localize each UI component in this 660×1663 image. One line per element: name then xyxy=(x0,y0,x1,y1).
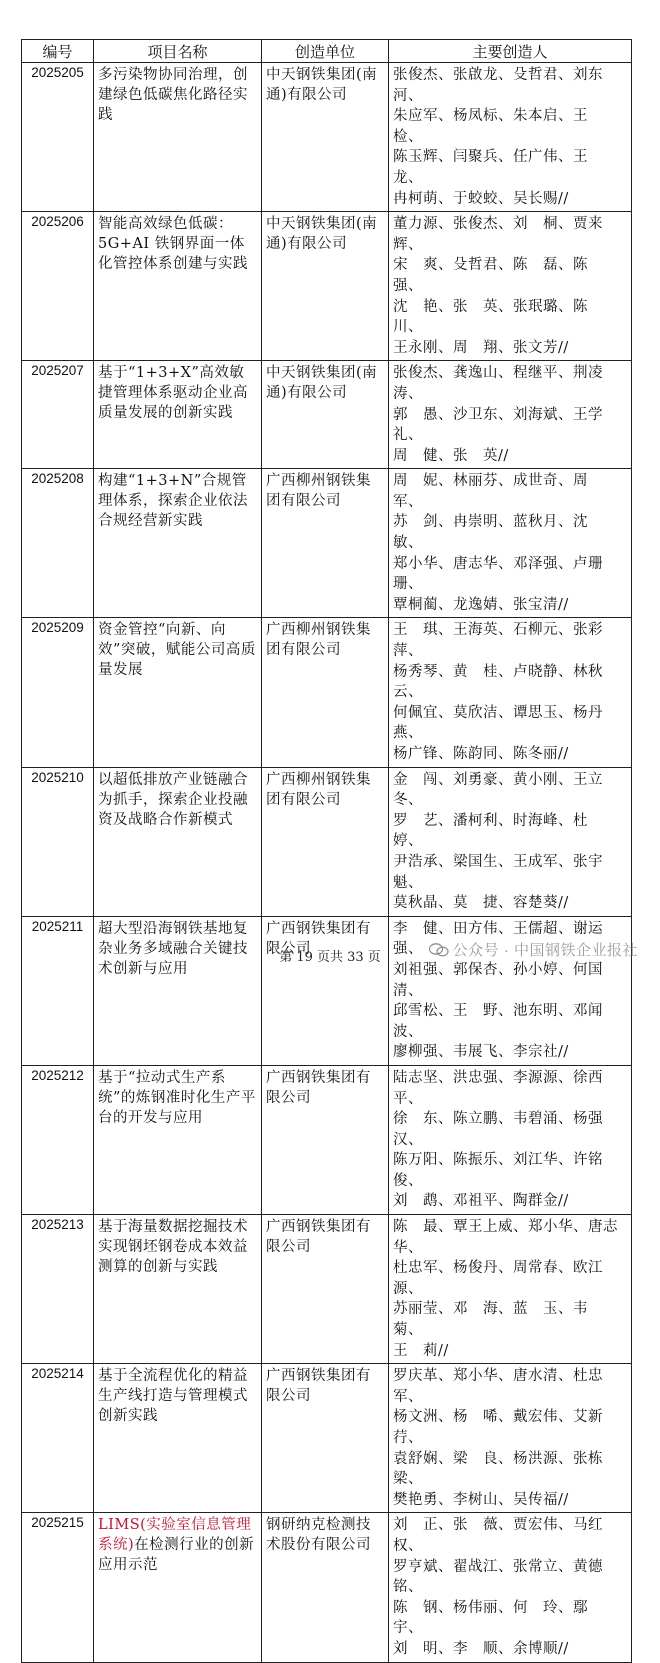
project-title-highlight: LIMS(实验室信息管理系统) xyxy=(98,1517,252,1554)
creator-line: 罗亨斌、翟战江、张常立、黄德铭、 xyxy=(393,1558,603,1596)
organization: 广西钢铁集团有限公司 xyxy=(262,916,389,1065)
organization: 广西柳州钢铁集团有限公司 xyxy=(262,767,389,916)
creator-line: 莫秋晶、莫 捷、容楚葵// xyxy=(393,895,569,912)
table-row xyxy=(22,1513,632,1662)
creator-line: 冉柯萌、于蛟蛟、吴长赐// xyxy=(393,190,569,207)
creators xyxy=(389,469,632,618)
creator-line: 金 闯、刘勇豪、黄小刚、王立冬、 xyxy=(393,771,603,809)
creator-line: 陈 最、覃王上威、郑小华、唐志华、 xyxy=(393,1219,618,1256)
creator-line: 杜忠军、杨俊丹、周常春、欧江源、 xyxy=(393,1260,603,1297)
project-title: 基于海量数据挖掘技术实现钢坯钢卷成本效益测算的创新与实践 xyxy=(94,1215,262,1364)
creator-line: 苏 剑、冉崇明、蓝秋月、沈 敏、 xyxy=(393,514,603,552)
creator-line: 杨文洲、杨 唏、戴宏伟、艾新荇、 xyxy=(393,1409,603,1446)
creators xyxy=(389,1215,632,1364)
project-title: 智能高效绿色低碳：5G+AI 铁钢界面一体化管控体系创建与实践 xyxy=(94,212,262,361)
creators xyxy=(389,618,632,767)
creators xyxy=(389,767,632,916)
creator-line: 宋 爽、殳哲君、陈 磊、陈 强、 xyxy=(393,257,603,294)
creator-line: 樊艳勇、李树山、吴传福// xyxy=(393,1491,569,1508)
project-id: 2025207 xyxy=(22,361,94,469)
organization: 中天钢铁集团(南通)有限公司 xyxy=(262,361,389,469)
project-title: 资金管控“向新、向效”突破，赋能公司高质量发展 xyxy=(94,618,262,767)
table-row xyxy=(22,1065,632,1214)
table-row xyxy=(22,618,632,767)
creator-line: 袁舒娴、梁 良、杨洪源、张栋梁、 xyxy=(393,1450,603,1488)
creator-line: 周 妮、林丽芬、成世奇、周 军、 xyxy=(393,473,603,510)
creator-line: 刘 正、张 薇、贾宏伟、马红权、 xyxy=(393,1517,603,1554)
creators xyxy=(389,361,632,469)
table-row xyxy=(22,767,632,916)
creator-line: 刘 明、李 顺、余博顺// xyxy=(393,1640,569,1657)
creators xyxy=(389,1364,632,1513)
table-row xyxy=(22,1364,632,1513)
table-row xyxy=(22,469,632,618)
project-title: 基于“拉动式生产系统”的炼钢准时化生产平台的开发与应用 xyxy=(94,1065,262,1214)
creator-line: 周 健、张 英// xyxy=(393,447,509,464)
project-id: 2025208 xyxy=(22,469,94,618)
organization: 钢研纳克检测技术股份有限公司 xyxy=(262,1513,389,1662)
creator-line: 郭 愚、沙卫东、刘海斌、王学礼、 xyxy=(393,406,603,444)
header-organization: 创造单位 xyxy=(262,40,389,63)
creator-line: 苏丽莹、邓 海、蓝 玉、韦 菊、 xyxy=(393,1301,603,1339)
creator-line: 王 莉// xyxy=(393,1342,449,1359)
creator-line: 杨广锋、陈韵同、陈冬丽// xyxy=(393,746,569,762)
creator-line: 李 健、田方伟、王儒超、谢运强、 xyxy=(393,920,603,958)
table-row xyxy=(22,212,632,361)
organization: 广西钢铁集团有限公司 xyxy=(262,1364,389,1513)
project-title: 基于全流程优化的精益生产线打造与管理模式创新实践 xyxy=(94,1364,262,1513)
creator-line: 张俊杰、龚逸山、程继平、荆凌涛、 xyxy=(393,365,603,402)
project-id: 2025213 xyxy=(22,1215,94,1364)
watermark-text: 公众号 · 中国钢铁企业报社 xyxy=(452,942,638,959)
creator-line: 陈万阳、陈振乐、刘江华、许铭俊、 xyxy=(393,1152,603,1189)
creator-line: 何佩宜、莫欣洁、谭思玉、杨丹燕、 xyxy=(393,704,603,742)
creator-line: 罗 艺、潘柯利、时海峰、杜 婷、 xyxy=(393,812,603,850)
creator-line: 陆志坚、洪忠强、李源源、徐西平、 xyxy=(393,1069,603,1107)
project-id: 2025215 xyxy=(22,1513,94,1662)
project-id: 2025214 xyxy=(22,1364,94,1513)
watermark xyxy=(429,939,638,960)
creator-line: 刘 鹉、邓祖平、陶群金// xyxy=(393,1193,569,1210)
project-id: 2025209 xyxy=(22,618,94,767)
creator-line: 郑小华、唐志华、邓泽强、卢珊珊、 xyxy=(393,555,603,593)
header-id: 编号 xyxy=(22,40,94,63)
table-row xyxy=(22,361,632,469)
creator-line: 沈 艳、张 英、张珉璐、陈 川、 xyxy=(393,298,603,336)
creators xyxy=(389,1065,632,1214)
table-row xyxy=(22,1215,632,1364)
creator-line: 杨秀琴、黄 桂、卢晓静、林秋云、 xyxy=(393,663,603,701)
wechat-icon xyxy=(429,943,449,957)
project-id: 2025210 xyxy=(22,767,94,916)
organization: 广西钢铁集团有限公司 xyxy=(262,1065,389,1214)
project-title: 多污染物协同治理，创建绿色低碳焦化路径实践 xyxy=(94,63,262,212)
project-title xyxy=(94,1513,262,1662)
header-row xyxy=(22,40,632,63)
creator-line: 王 琪、王海英、石柳元、张彩萍、 xyxy=(393,622,603,660)
organization: 广西钢铁集团有限公司 xyxy=(262,1215,389,1364)
creators xyxy=(389,212,632,361)
project-id: 2025206 xyxy=(22,212,94,361)
creator-line: 王永刚、周 翔、张文芳// xyxy=(393,339,569,356)
project-id: 2025212 xyxy=(22,1065,94,1214)
table-row xyxy=(22,63,632,212)
creator-line: 廖柳强、韦展飞、李宗社// xyxy=(393,1044,569,1061)
creator-line: 邱雪松、王 野、池东明、邓闻波、 xyxy=(393,1003,603,1040)
header-project-name: 项目名称 xyxy=(94,40,262,63)
creator-line: 董力源、张俊杰、刘 桐、贾来辉、 xyxy=(393,216,603,253)
creator-line: 罗庆革、郑小华、唐水清、杜忠军、 xyxy=(393,1368,603,1405)
project-id: 2025205 xyxy=(22,63,94,212)
creator-line: 陈玉辉、闫聚兵、任广伟、王 龙、 xyxy=(393,149,603,186)
creator-line: 尹浩承、梁国生、王成军、张宇魁、 xyxy=(393,853,603,891)
projects-table xyxy=(21,39,632,1663)
project-title: 超大型沿海钢铁基地复杂业务多域融合关键技术创新与应用 xyxy=(94,916,262,1065)
creator-line: 刘祖强、郭保杏、孙小婷、何国清、 xyxy=(393,961,603,999)
organization: 广西柳州钢铁集团有限公司 xyxy=(262,618,389,767)
project-title-rest: 在检测行业的创新应用示范 xyxy=(98,1537,255,1574)
creator-line: 覃桐蔺、龙逸婧、张宝清// xyxy=(393,596,569,613)
creator-line: 朱应军、杨凤标、朱本启、王 检、 xyxy=(393,108,603,145)
project-id: 2025211 xyxy=(22,916,94,1065)
page-number: 第 19 页共 33 页 xyxy=(279,950,381,965)
creator-line: 徐 东、陈立鹏、韦碧涌、杨强汉、 xyxy=(393,1111,603,1148)
creator-line: 张俊杰、张啟龙、殳哲君、刘东河、 xyxy=(393,67,603,104)
table-body xyxy=(22,63,632,1663)
project-title: 基于“1+3+X”高效敏捷管理体系驱动企业高质量发展的创新实践 xyxy=(94,361,262,469)
project-title: 构建“1+3+N”合规管理体系，探索企业依法合规经营新实践 xyxy=(94,469,262,618)
table-header xyxy=(22,40,632,63)
organization: 中天钢铁集团(南通)有限公司 xyxy=(262,63,389,212)
organization: 广西柳州钢铁集团有限公司 xyxy=(262,469,389,618)
header-creators: 主要创造人 xyxy=(389,40,632,63)
project-title: 以超低排放产业链融合为抓手，探索企业投融资及战略合作新模式 xyxy=(94,767,262,916)
creator-line: 陈 钢、杨伟丽、何 玲、鄢 宇、 xyxy=(393,1599,603,1637)
creators xyxy=(389,1513,632,1662)
creators xyxy=(389,63,632,212)
organization: 中天钢铁集团(南通)有限公司 xyxy=(262,212,389,361)
